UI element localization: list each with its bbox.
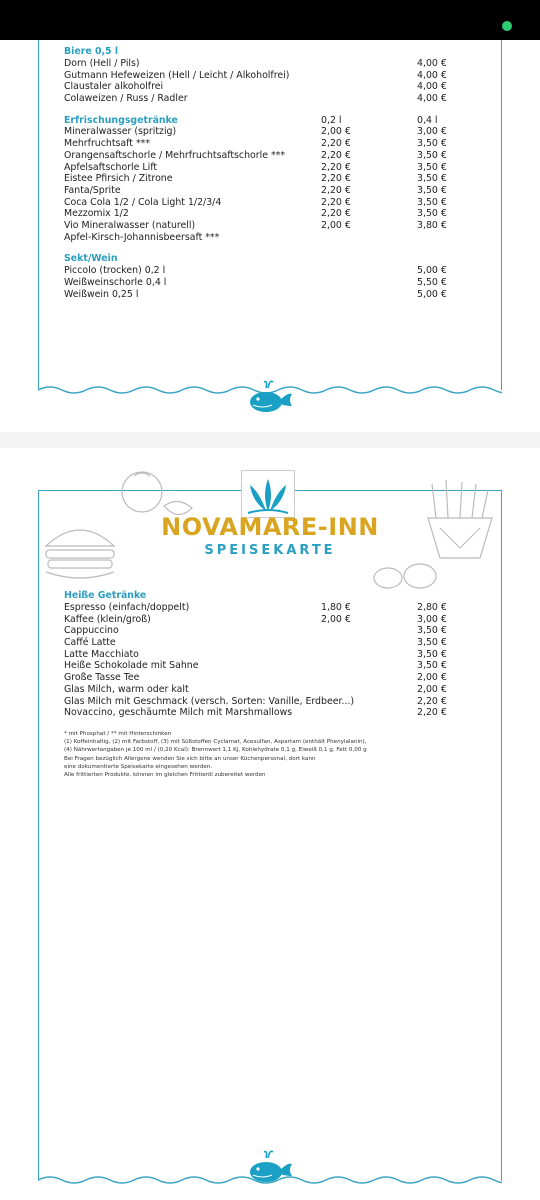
item-price-large: 3,00 €: [417, 126, 447, 138]
item-price: 4,00 €: [417, 69, 447, 81]
item-price-large: 3,00 €: [417, 613, 447, 625]
fountain-logo-icon: [242, 471, 294, 517]
menu-item: [64, 672, 456, 684]
item-name: Claustaler alkoholfrei: [64, 81, 164, 93]
fries-sketch: [420, 478, 496, 562]
size-large-label: 0,4 l: [417, 114, 438, 126]
menu-item: [64, 58, 456, 70]
item-price-large: 3,50 €: [417, 161, 447, 173]
item-price-large: 3,50 €: [417, 208, 447, 220]
item-name: Latte Macchiato: [64, 648, 139, 660]
item-name: Coca Cola 1/2 / Cola Light 1/2/3/4: [64, 196, 222, 208]
item-name: Vio Mineralwasser (naturell): [64, 219, 196, 231]
section-beer: [64, 46, 456, 105]
menu-item: [64, 185, 456, 197]
item-price-small: 2,00 €: [321, 219, 351, 231]
section-soft-drinks: [64, 115, 456, 244]
menu-item: [64, 602, 456, 614]
item-price: 2,00 €: [417, 683, 447, 695]
item-price: 3,50 €: [417, 637, 447, 649]
section-title: Sekt/Wein: [64, 253, 118, 265]
item-name: Heiße Schokolade mit Sahne: [64, 660, 199, 672]
item-price-large: 3,80 €: [417, 219, 447, 231]
item-name: Weißweinschorle 0,4 l: [64, 277, 167, 288]
item-price: 3,50 €: [417, 660, 447, 672]
menu-item: [64, 81, 456, 93]
drinks-menu: [64, 46, 456, 300]
menu-item: [64, 150, 456, 162]
menu-item: [64, 684, 456, 696]
item-name: Caffé Latte: [64, 637, 116, 649]
item-name: Große Tasse Tee: [64, 672, 140, 684]
menu-item: [64, 70, 456, 82]
item-price-large: 3,50 €: [417, 173, 447, 185]
menu-item: [64, 277, 456, 289]
item-name: Glas Milch mit Geschmack (versch. Sorten: Vanille, Erdbeer...): [64, 695, 355, 707]
item-price: 5,50 €: [417, 277, 447, 288]
menu-item: [64, 707, 456, 719]
item-price-large: 2,80 €: [417, 602, 447, 613]
note-line: * mit Phosphat / ** mit Hinterschinken: [64, 731, 172, 737]
item-name: Eistee Pfirsich / Zitrone: [64, 173, 173, 185]
menu-item: [64, 197, 456, 209]
note-line: eine dokumentierte Speisekarte eingesehen werden.: [64, 763, 213, 770]
whale-icon: [244, 1148, 296, 1188]
item-name: Orangensaftschorle / Mehrfruchtsaftschorle ***: [64, 149, 286, 161]
item-price-small: 1,80 €: [321, 602, 351, 613]
menu-item: [64, 220, 456, 232]
item-price: 2,20 €: [417, 695, 447, 707]
burger-sketch: [40, 512, 120, 588]
item-name: Mehrfruchtsaft ***: [64, 138, 151, 150]
menu-item: [64, 696, 456, 708]
item-price-small: 2,20 €: [321, 173, 351, 185]
menu-item: [64, 93, 456, 105]
item-price: 4,00 €: [417, 93, 447, 105]
menu-item: [64, 126, 456, 138]
item-price: 3,50 €: [417, 625, 447, 637]
item-price-small: 2,20 €: [321, 184, 351, 196]
menu-item: [64, 265, 456, 277]
item-name: Fanta/Sprite: [64, 184, 121, 196]
restaurant-name: NOVAMARE-INN: [161, 513, 379, 541]
size-small-label: 0,2 l: [321, 114, 342, 126]
item-name: Mineralwasser (spritzig): [64, 126, 177, 138]
item-price-small: 2,00 €: [321, 613, 351, 625]
whale-icon: [244, 378, 296, 418]
section-sparkling-wine: [64, 253, 456, 300]
item-name: Dorn (Hell / Pils): [64, 58, 140, 69]
item-price-large: 3,50 €: [417, 196, 447, 208]
item-name: Novaccino, geschäumte Milch mit Marshmallows: [64, 707, 293, 719]
item-name: Kaffee (klein/groß): [64, 613, 151, 625]
item-price-small: 2,20 €: [321, 196, 351, 208]
item-name: Glas Milch, warm oder kalt: [64, 683, 189, 695]
note-line: (4) Nährwertangaben je 100 ml / (0,20 Kcal): Brennwert 1,1 KJ, Kohlehydrate 0,1 g, Eiweiß 0,1 g, Fett 0,00 g: [64, 747, 367, 754]
menu-page-1: [0, 40, 540, 432]
menu-item: [64, 289, 456, 301]
section-header: [64, 115, 456, 127]
item-price-large: 3,50 €: [417, 149, 447, 161]
restaurant-logo: [241, 470, 295, 518]
item-price-small: 2,20 €: [321, 208, 351, 220]
item-name: Espresso (einfach/doppelt): [64, 602, 190, 613]
camera-indicator-icon: [502, 21, 512, 31]
menu-subtitle: SPEISEKARTE: [204, 543, 336, 558]
item-price-large: 3,50 €: [417, 138, 447, 150]
note-line: (1) Koffeinhaltig, (2) mit Farbstoff, (3) mit Süßstoffen Cyclamat, Acesulfan, Aspartam (enthält Phenylalanin),: [64, 739, 367, 746]
menu-item: [64, 660, 456, 672]
item-price: 4,00 €: [417, 81, 447, 93]
menu-item: [64, 162, 456, 174]
menu-item: [64, 625, 456, 637]
section-title: Erfrischungsgetränke: [64, 114, 178, 126]
menu-item: [64, 138, 456, 150]
item-price: 2,00 €: [417, 672, 447, 684]
menu-item: [64, 637, 456, 649]
allergen-notes: [64, 730, 474, 779]
note-line: Alle frittierten Produkte, können im gleichen Frittieröl zubereitet werden: [64, 772, 266, 779]
hot-drinks-menu: [64, 590, 456, 719]
note-line: Bei Fragen bezüglich Allergene wenden Sie sich bitte an unser Küchenpersonal, dort kann: [64, 755, 316, 762]
item-name: Mezzomix 1/2: [64, 208, 129, 220]
item-name: Colaweizen / Russ / Radler: [64, 93, 188, 105]
status-bar: [0, 0, 540, 40]
item-price: 5,00 €: [417, 288, 447, 300]
item-name: Piccolo (trocken) 0,2 l: [64, 265, 166, 277]
item-name: Gutmann Hefeweizen (Hell / Leicht / Alkoholfrei): [64, 69, 290, 81]
item-price-small: 2,20 €: [321, 161, 351, 173]
item-price: 2,20 €: [417, 707, 447, 719]
menu-item: [64, 208, 456, 220]
section-title: Biere 0,5 l: [64, 46, 119, 57]
item-price-small: 2,00 €: [321, 126, 351, 138]
menu-item: [64, 232, 456, 244]
menu-item: [64, 173, 456, 185]
item-name: Cappuccino: [64, 625, 119, 637]
item-name: Apfelsaftschorle Lift: [64, 161, 158, 173]
item-price: 5,00 €: [417, 265, 447, 277]
menu-item: [64, 649, 456, 661]
item-name: Weißwein 0,25 l: [64, 288, 139, 300]
item-price-large: 3,50 €: [417, 184, 447, 196]
section-title: Heiße Getränke: [64, 590, 147, 601]
item-name: Apfel-Kirsch-Johannisbeersaft ***: [64, 231, 220, 243]
item-price-small: 2,20 €: [321, 138, 351, 150]
menu-item: [64, 614, 456, 626]
item-price: 4,00 €: [417, 58, 447, 69]
item-price-small: 2,20 €: [321, 149, 351, 161]
item-price: 3,50 €: [417, 648, 447, 660]
